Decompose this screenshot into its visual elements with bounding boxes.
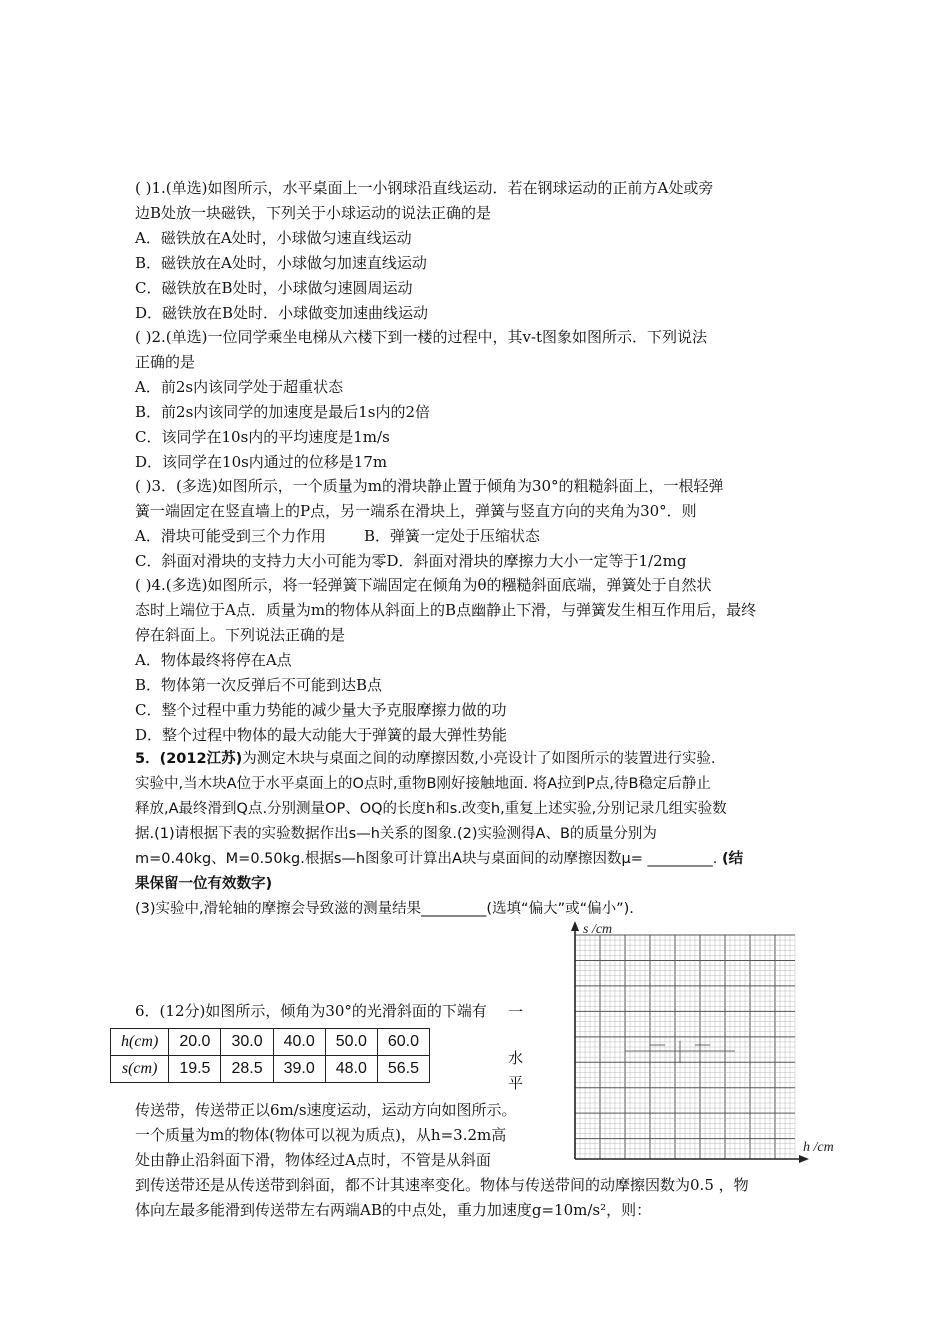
q1-option-b: B．磁铁放在A处时，小球做匀加速直线运动 bbox=[135, 254, 427, 272]
q5-line5-text: m=0.40kg、M=0.50kg.根据s—h图象可计算出A块与桌面间的动摩擦因数μ= _________. bbox=[135, 851, 718, 867]
q1-option-c: C．磁铁放在B处时，小球做匀速圆周运动 bbox=[135, 279, 413, 297]
q6-vertical-char-1: 一 bbox=[508, 1003, 524, 1021]
table-cell: 56.5 bbox=[377, 1056, 429, 1083]
q2-option-c: C．该同学在10s内的平均速度是1m/s bbox=[135, 428, 390, 446]
data-table bbox=[110, 1028, 430, 1083]
q3-options-cd: C．斜面对滑块的支持力大小可能为零D．斜面对滑块的摩擦力大小一定等于1/2mg bbox=[135, 552, 687, 570]
table-cell: 39.0 bbox=[273, 1056, 325, 1083]
y-axis-arrow-icon bbox=[571, 921, 579, 931]
q4-line2: 态时上端位于A点．质量为m的物体从斜面上的B点幽静止下滑，与弹簧发生相互作用后，最终 bbox=[135, 601, 757, 619]
q4-option-b: B．物体第一次反弹后不可能到达B点 bbox=[135, 676, 383, 694]
q6-line5: 到传送带还是从传送带到斜面，都不计其速率变化。物体与传送带间的动摩擦因数为0.5 ，物 bbox=[135, 1176, 749, 1194]
q5-line3: 释放,A最终滑到Q点.分别测量OP、OQ的长度h和s.改变h,重复上述实验,分别记录几组实验数 bbox=[135, 801, 727, 817]
q4-option-a: A．物体最终将停在A点 bbox=[135, 651, 292, 669]
q2-line2: 正确的是 bbox=[135, 353, 196, 371]
q2-option-a: A．前2s内该同学处于超重状态 bbox=[135, 378, 344, 396]
q3-options-ab: A．滑块可能受到三个力作用 B．弹簧一定处于压缩状态 bbox=[135, 527, 541, 545]
q5-line1-text: 为测定木块与桌面之间的动摩擦因数,小亮设计了如图所示的装置进行实验. bbox=[242, 751, 716, 767]
q6-line2: 传送带，传送带正以6m/s速度运动，运动方向如图所示。 bbox=[135, 1101, 517, 1119]
x-axis-arrow-icon bbox=[799, 1155, 809, 1163]
q6-vertical-char-3: 平 bbox=[508, 1074, 524, 1092]
q5-line6: 果保留一位有效数字) bbox=[135, 876, 273, 892]
q1-option-d: D．磁铁放在B处时．小球做变加速曲线运动 bbox=[135, 304, 429, 322]
y-axis-label: s /cm bbox=[583, 922, 613, 937]
table-cell: 60.0 bbox=[377, 1029, 429, 1056]
q5-line4: 据.(1)请根据下表的实验数据作出s—h关系的图象.(2)实验测得A、B的质量分别为 bbox=[135, 826, 657, 842]
q5-number: 5． bbox=[135, 751, 160, 767]
q5-source: (2012江苏) bbox=[159, 751, 243, 767]
q4-option-c: C．整个过程中重力势能的减少量大予克服摩擦力做的功 bbox=[135, 701, 507, 719]
q3-line1: ( )3．(多选)如图所示，一个质量为m的滑块静止置于倾角为30°的粗糙斜面上，一根轻弹 bbox=[135, 477, 724, 495]
table-cell: 40.0 bbox=[273, 1029, 325, 1056]
table-cell: 28.5 bbox=[221, 1056, 273, 1083]
q6-vertical-char-2: 水 bbox=[508, 1049, 524, 1067]
table-row-s bbox=[111, 1056, 430, 1083]
q1-line1: ( )1.(单选)如图所示，水平桌面上一小钢球沿直线运动．若在钢球运动的正前方A处或旁 bbox=[135, 179, 714, 197]
q4-option-d: D．整个过程中物体的最大动能大于弹簧的最大弹性势能 bbox=[135, 726, 508, 744]
q6-line1: 6．(12分)如图所示，倾角为30°的光滑斜面的下端有 bbox=[135, 1002, 487, 1020]
q6-line6: 体向左最多能滑到传送带左右两端AB的中点处，重力加速度g=10m/s²，则： bbox=[135, 1201, 652, 1219]
q1-option-a: A．磁铁放在A处时，小球做匀速直线运动 bbox=[135, 229, 412, 247]
q2-option-b: B．前2s内该同学的加速度是最后1s内的2倍 bbox=[135, 403, 431, 421]
q2-option-d: D．该同学在10s内通过的位移是17m bbox=[135, 453, 388, 471]
table-cell: 19.5 bbox=[169, 1056, 221, 1083]
q2-line1: ( )2.(单选)一位同学乘坐电梯从六楼下到一楼的过程中，其v-t图象如图所示．下列说法 bbox=[135, 328, 708, 346]
table-header-s: s(cm) bbox=[111, 1056, 169, 1083]
table-cell: 30.0 bbox=[221, 1029, 273, 1056]
s-h-graph-paper bbox=[565, 915, 850, 1175]
q5-line2: 实验中,当木块A位于水平桌面上的O点时,重物B刚好接触地面. 将A拉到P点,待B稳定后静止 bbox=[135, 776, 711, 792]
table-header-h: h(cm) bbox=[111, 1029, 169, 1056]
table-cell: 48.0 bbox=[325, 1056, 377, 1083]
table-cell: 50.0 bbox=[325, 1029, 377, 1056]
q5-line5-bold: (结 bbox=[721, 851, 744, 867]
table-cell: 20.0 bbox=[169, 1029, 221, 1056]
grid-lines bbox=[575, 935, 795, 1159]
q5-line1 bbox=[135, 749, 715, 769]
q6-line4: 处由静止沿斜面下滑，物体经过A点时，不管是从斜面 bbox=[135, 1151, 491, 1169]
q4-line1: ( )4.(多选)如图所示，将一轻弹簧下端固定在倾角为θ的糨糙斜面底端，弹簧处于自然状 bbox=[135, 576, 712, 594]
q1-line2: 边B处放一块磁铁，下列关于小球运动的说法正确的是 bbox=[135, 204, 492, 222]
x-axis-label: h /cm bbox=[803, 1140, 834, 1155]
q5-line7: (3)实验中,滑轮轴的摩擦会导致滋的测量结果_________(选填“偏大”或“偏小”). bbox=[135, 901, 634, 917]
q3-line2: 簧一端固定在竖直墙上的P点，另一端系在滑块上，弹簧与竖直方向的夹角为30°．则 bbox=[135, 502, 697, 520]
q4-line3: 停在斜面上。下列说法正确的是 bbox=[135, 626, 346, 644]
q5-line5 bbox=[135, 849, 743, 869]
table-row-h bbox=[111, 1029, 430, 1056]
q6-line3: 一个质量为m的物体(物体可以视为质点)，从h=3.2m高 bbox=[135, 1126, 507, 1144]
